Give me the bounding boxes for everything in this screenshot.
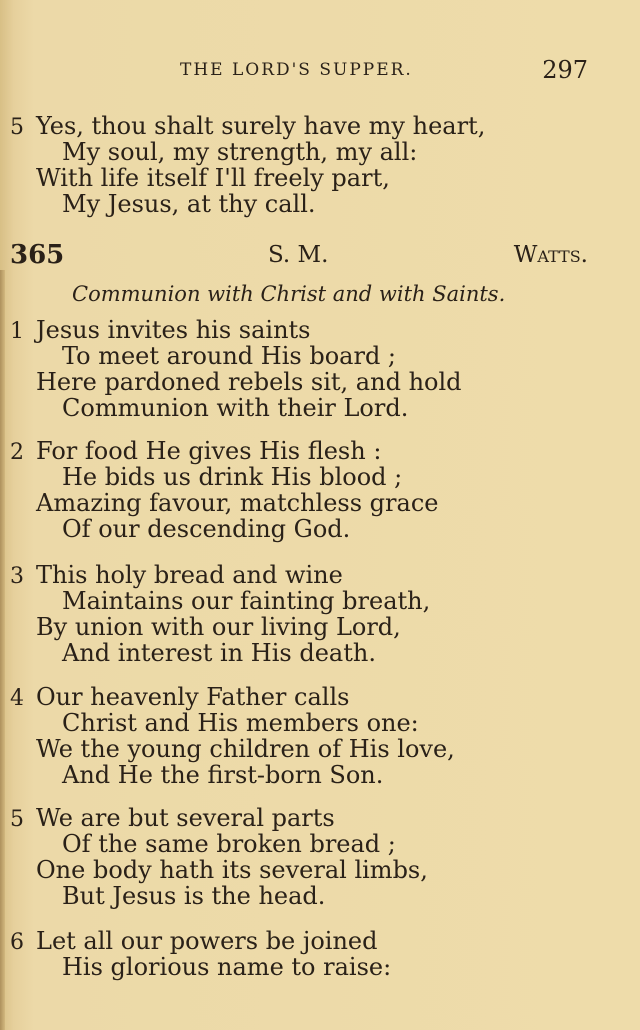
verse-line: Yes, thou shalt surely have my heart,	[36, 112, 486, 140]
verse-number: 5	[10, 115, 24, 140]
verse-line: This holy bread and wine	[36, 561, 343, 589]
verse-line: And interest in His death.	[62, 639, 376, 667]
verse-line: My soul, my strength, my all:	[62, 138, 418, 166]
verse-line: By union with our living Lord,	[36, 613, 401, 641]
verse-number: 3	[10, 564, 24, 589]
hymn-subtitle: Communion with Christ and with Saints.	[72, 282, 506, 306]
verse-line: Let all our powers be joined	[36, 927, 378, 955]
verse-line: Our heavenly Father calls	[36, 683, 350, 711]
running-head: THE LORD'S SUPPER.	[180, 60, 413, 80]
verse-number: 2	[10, 440, 24, 465]
verse-line: He bids us drink His blood ;	[62, 463, 403, 491]
verse-line: Communion with their Lord.	[62, 394, 409, 422]
page-spine-shadow	[0, 270, 5, 1030]
verse-line: We the young children of His love,	[36, 735, 455, 763]
verse-line: Maintains our fainting breath,	[62, 587, 431, 615]
verse-line: For food He gives His flesh :	[36, 437, 382, 465]
verse-line: Of our descending God.	[62, 515, 351, 543]
verse-line: Amazing favour, matchless grace	[36, 489, 439, 517]
verse-line: Christ and His members one:	[62, 709, 419, 737]
verse-line: And He the first-born Son.	[62, 761, 384, 789]
verse-line: One body hath its several limbs,	[36, 856, 428, 884]
verse-line: To meet around His board ;	[62, 342, 397, 370]
verse-number: 1	[10, 319, 24, 344]
verse-number: 6	[10, 930, 24, 955]
verse-line: With life itself I'll freely part,	[36, 164, 390, 192]
page-number: 297	[542, 56, 588, 84]
verse-line: But Jesus is the head.	[62, 882, 326, 910]
verse-line: Of the same broken bread ;	[62, 830, 396, 858]
verse-line: His glorious name to raise:	[62, 953, 392, 981]
verse-line: My Jesus, at thy call.	[62, 190, 316, 218]
verse-number: 4	[10, 686, 24, 711]
hymn-author: Watts.	[513, 242, 588, 268]
hymn-meter: S. M.	[268, 242, 329, 268]
verse-line: Jesus invites his saints	[36, 316, 311, 344]
verse-line: We are but several parts	[36, 804, 335, 832]
verse-number: 5	[10, 807, 24, 832]
hymn-number: 365	[10, 240, 65, 270]
verse-line: Here pardoned rebels sit, and hold	[36, 368, 462, 396]
